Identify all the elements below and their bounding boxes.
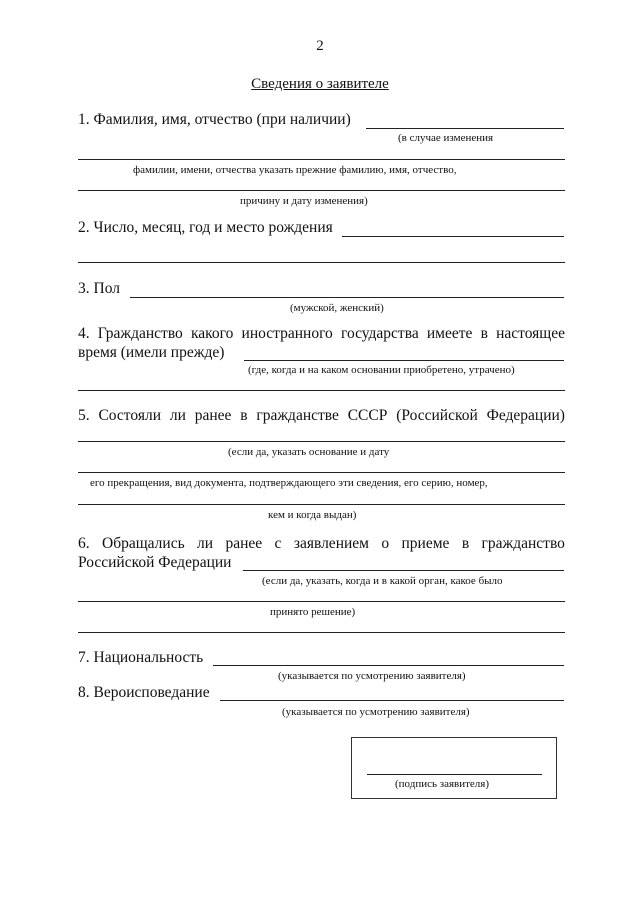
- q6-hint-2: принято решение): [270, 606, 356, 618]
- signature-caption: (подпись заявителя): [395, 778, 490, 790]
- q1-field-line[interactable]: [366, 128, 564, 129]
- q4-label-line-1: [78, 325, 565, 343]
- q2-field-line-2[interactable]: [78, 262, 565, 263]
- q3-field-line[interactable]: [130, 297, 564, 298]
- q6-word: приеме: [401, 535, 450, 552]
- q6-word: заявлением: [293, 535, 369, 552]
- q4-word: 4.: [78, 325, 90, 342]
- q1-field-line-2[interactable]: [78, 159, 565, 160]
- q5-word: 5.: [78, 407, 90, 424]
- q4-field-line[interactable]: [244, 360, 564, 361]
- q7-hint: (указывается по усмотрению заявителя): [278, 670, 466, 682]
- q7-field-line[interactable]: [213, 665, 564, 666]
- q1-hint-2: фамилии, имени, отчества указать прежние фамилию, имя, отчество,: [133, 164, 457, 176]
- q4-field-line-2[interactable]: [78, 390, 565, 391]
- q5-word: (Российской: [396, 407, 478, 424]
- page-number: 2: [316, 38, 324, 54]
- q6-label-line-1: [78, 535, 565, 553]
- q6-word: о: [381, 535, 390, 552]
- q5-word: ли: [169, 407, 186, 424]
- section-title: [0, 76, 640, 93]
- q6-word: Обращались: [102, 535, 185, 552]
- q5-hint-3: кем и когда выдан): [268, 509, 357, 521]
- q5-field-line[interactable]: [78, 441, 565, 442]
- q6-field-line-2[interactable]: [78, 601, 565, 602]
- q1-hint-3: причину и дату изменения): [240, 195, 368, 207]
- q5-hint-2: его прекращения, вид документа, подтверждающего эти сведения, его серию, номер,: [90, 477, 488, 489]
- q4-hint: (где, когда и на каком основании приобретено, утрачено): [248, 364, 515, 376]
- q5-word: в: [240, 407, 248, 424]
- q2-field-line[interactable]: [342, 236, 564, 237]
- q4-word: государства: [340, 325, 419, 342]
- q1-label: 1. Фамилия, имя, отчество (при наличии): [78, 111, 351, 128]
- q6-word: в: [461, 535, 470, 552]
- q5-word: Федерации): [486, 407, 565, 424]
- q1-field-line-3[interactable]: [78, 190, 565, 191]
- q4-word: какого: [190, 325, 234, 342]
- q5-label: [78, 407, 565, 425]
- q4-word: в: [480, 325, 488, 342]
- q7-label: 7. Национальность: [78, 649, 204, 666]
- q5-word: ранее: [194, 407, 232, 424]
- section-title-text: Сведения о заявителе: [251, 76, 389, 92]
- q1-hint-1: (в случае изменения: [398, 132, 494, 144]
- signature-line[interactable]: [367, 774, 542, 775]
- q6-word: ранее: [225, 535, 263, 552]
- q5-hint-1: (если да, указать основание и дату: [228, 446, 390, 458]
- q6-field-line[interactable]: [243, 570, 564, 571]
- q3-hint: (мужской, женский): [290, 302, 384, 314]
- q6-hint-1: (если да, указать, когда и в какой орган, какое было: [262, 575, 503, 587]
- q6-label-line-2: Российской Федерации: [78, 554, 232, 571]
- q8-hint: (указывается по усмотрению заявителя): [282, 706, 470, 718]
- q4-word: иностранного: [241, 325, 333, 342]
- q5-field-line-3[interactable]: [78, 504, 565, 505]
- q6-field-line-3[interactable]: [78, 632, 565, 633]
- q6-word: гражданство: [481, 535, 565, 552]
- q2-label: 2. Число, месяц, год и место рождения: [78, 219, 333, 236]
- q4-word: Гражданство: [97, 325, 183, 342]
- q4-word: настоящее: [496, 325, 565, 342]
- q8-field-line[interactable]: [220, 700, 564, 701]
- q4-word: имеете: [426, 325, 473, 342]
- q3-label: 3. Пол: [78, 280, 120, 297]
- q6-word: ли: [197, 535, 214, 552]
- q6-word: с: [274, 535, 282, 552]
- q5-word: СССР: [347, 407, 388, 424]
- q4-label-line-2: время (имели прежде): [78, 344, 225, 361]
- q5-word: Состояли: [98, 407, 161, 424]
- q5-word: гражданстве: [256, 407, 339, 424]
- q6-word: 6.: [78, 535, 90, 552]
- q5-field-line-2[interactable]: [78, 472, 565, 473]
- q8-label: 8. Вероисповедание: [78, 684, 210, 701]
